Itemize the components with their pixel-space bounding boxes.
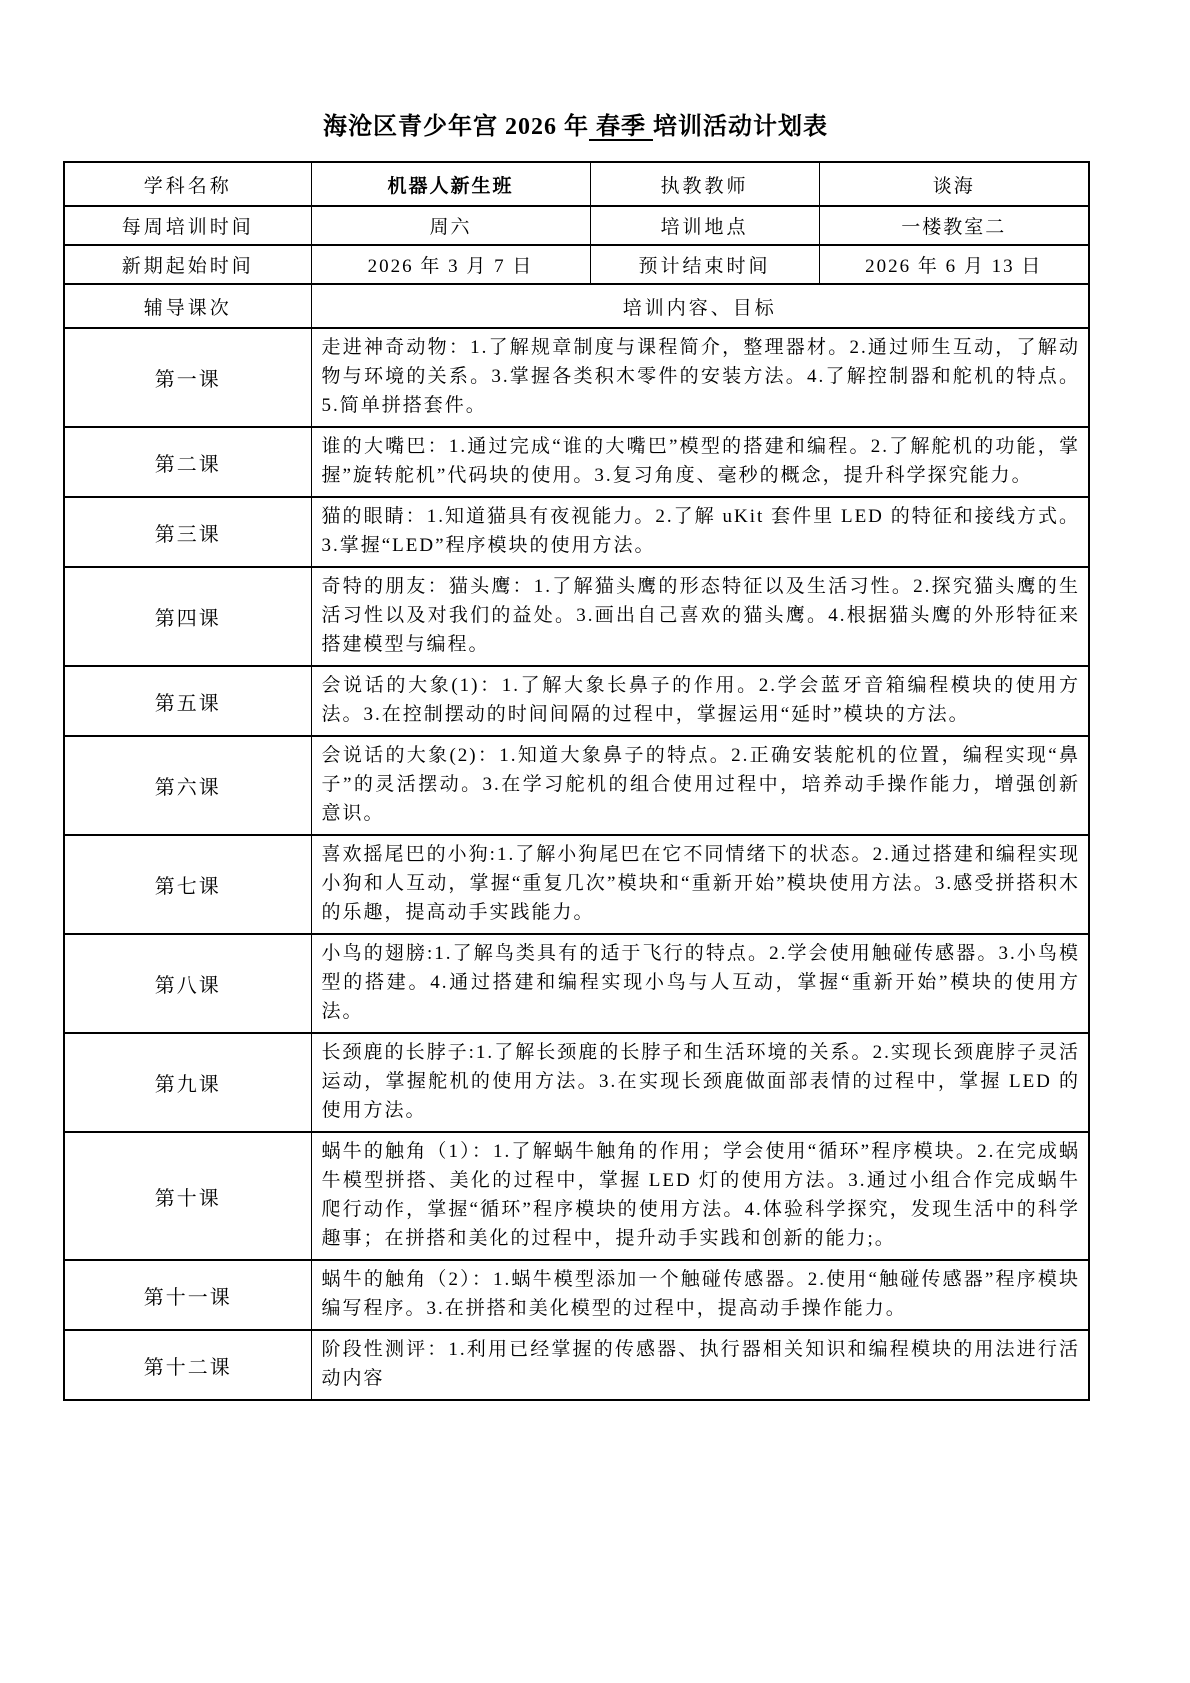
lesson-row-7 [64,835,1089,934]
lesson-5-content: 会说话的大象(1)：1.了解大象长鼻子的作用。2.学会蓝牙音箱编程模块的使用方法。3.在控制摆动的时间间隔的过程中，掌握运用“延时”模块的方法。 [311,666,1089,736]
start-date-label: 新期起始时间 [64,245,311,284]
lesson-8-label: 第八课 [64,934,311,1033]
weekly-time-label: 每周培训时间 [64,206,311,245]
lesson-3-content: 猫的眼睛：1.知道猫具有夜视能力。2.了解 uKit 套件里 LED 的特征和接线方式。3.掌握“LED”程序模块的使用方法。 [311,497,1089,567]
location-label: 培训地点 [590,206,819,245]
weekly-time-value: 周六 [311,206,590,245]
lesson-5-label: 第五课 [64,666,311,736]
lesson-2-label: 第二课 [64,427,311,497]
lesson-9-content: 长颈鹿的长脖子:1.了解长颈鹿的长脖子和生活环境的关系。2.实现长颈鹿脖子灵活运动，掌握舵机的使用方法。3.在实现长颈鹿做面部表情的过程中，掌握 LED 的使用方法。 [311,1033,1089,1132]
title-prefix: 海沧区青少年宫 2026 年 [323,114,589,140]
lesson-7-label: 第七课 [64,835,311,934]
start-date-value: 2026 年 3 月 7 日 [311,245,590,284]
lesson-10-label: 第十课 [64,1132,311,1260]
lesson-4-content: 奇特的朋友：猫头鹰：1.了解猫头鹰的形态特征以及生活习性。2.探究猫头鹰的生活习性以及对我们的益处。3.画出自己喜欢的猫头鹰。4.根据猫头鹰的外形特征来搭建模型与编程。 [311,567,1089,666]
lesson-1-content: 走进神奇动物：1.了解规章制度与课程简介，整理器材。2.通过师生互动，了解动物与环境的关系。3.掌握各类积木零件的安装方法。4.了解控制器和舵机的特点。5.简单拼搭套件。 [311,328,1089,427]
subject-name-value: 机器人新生班 [311,162,590,206]
lesson-row-12 [64,1330,1089,1400]
location-value: 一楼教室二 [819,206,1089,245]
lesson-12-content: 阶段性测评：1.利用已经掌握的传感器、执行器相关知识和编程模块的用法进行活动内容 [311,1330,1089,1400]
lesson-6-content: 会说话的大象(2)：1.知道大象鼻子的特点。2.正确安装舵机的位置，编程实现“鼻子”的灵活摆动。3.在学习舵机的组合使用过程中，培养动手操作能力，增强创新意识。 [311,736,1089,835]
subject-name-label: 学科名称 [64,162,311,206]
lesson-1-label: 第一课 [64,328,311,427]
title-season-underlined: 春季 [589,114,653,140]
content-goal-header: 培训内容、目标 [311,284,1089,328]
teacher-value: 谈海 [819,162,1089,206]
lesson-4-label: 第四课 [64,567,311,666]
lesson-6-label: 第六课 [64,736,311,835]
info-row-dates [64,245,1089,284]
teacher-label: 执教教师 [590,162,819,206]
training-plan-table [63,161,1090,1401]
lesson-11-content: 蜗牛的触角（2）：1.蜗牛模型添加一个触碰传感器。2.使用“触碰传感器”程序模块编写程序。3.在拼搭和美化模型的过程中，提高动手操作能力。 [311,1260,1089,1330]
lesson-row-8 [64,934,1089,1033]
lesson-11-label: 第十一课 [64,1260,311,1330]
lesson-12-label: 第十二课 [64,1330,311,1400]
lesson-row-10 [64,1132,1089,1260]
info-row-time-location [64,206,1089,245]
lesson-2-content: 谁的大嘴巴：1.通过完成“谁的大嘴巴”模型的搭建和编程。2.了解舵机的功能，掌握”旋转舵机”代码块的使用。3.复习角度、毫秒的概念，提升科学探究能力。 [311,427,1089,497]
lesson-9-label: 第九课 [64,1033,311,1132]
lesson-number-header: 辅导课次 [64,284,311,328]
info-row-subject [64,162,1089,206]
schedule-header-row [64,284,1089,328]
end-date-label: 预计结束时间 [590,245,819,284]
lesson-row-5 [64,666,1089,736]
lesson-8-content: 小鸟的翅膀:1.了解鸟类具有的适于飞行的特点。2.学会使用触碰传感器。3.小鸟模型的搭建。4.通过搭建和编程实现小鸟与人互动，掌握“重新开始”模块的使用方法。 [311,934,1089,1033]
lesson-row-3 [64,497,1089,567]
lesson-row-4 [64,567,1089,666]
lesson-10-content: 蜗牛的触角（1）：1.了解蜗牛触角的作用；学会使用“循环”程序模块。2.在完成蜗牛模型拼搭、美化的过程中，掌握 LED 灯的使用方法。3.通过小组合作完成蜗牛爬行动作，掌握“循环”程序模块的使用方法。4.体验科学探究，发现生活中的科学趣事；在拼搭和美化的过程中，提升动手实践和创新的能力;。 [311,1132,1089,1260]
lesson-row-2 [64,427,1089,497]
lesson-row-6 [64,736,1089,835]
page-title [0,0,1088,148]
end-date-value: 2026 年 6 月 13 日 [819,245,1089,284]
lesson-3-label: 第三课 [64,497,311,567]
lesson-row-11 [64,1260,1089,1330]
lesson-7-content: 喜欢摇尾巴的小狗:1.了解小狗尾巴在它不同情绪下的状态。2.通过搭建和编程实现小狗和人互动，掌握“重复几次”模块和“重新开始”模块使用方法。3.感受拼搭积木的乐趣，提高动手实践能力。 [311,835,1089,934]
lesson-row-9 [64,1033,1089,1132]
title-suffix: 培训活动计划表 [653,114,828,140]
lesson-row-1 [64,328,1089,427]
